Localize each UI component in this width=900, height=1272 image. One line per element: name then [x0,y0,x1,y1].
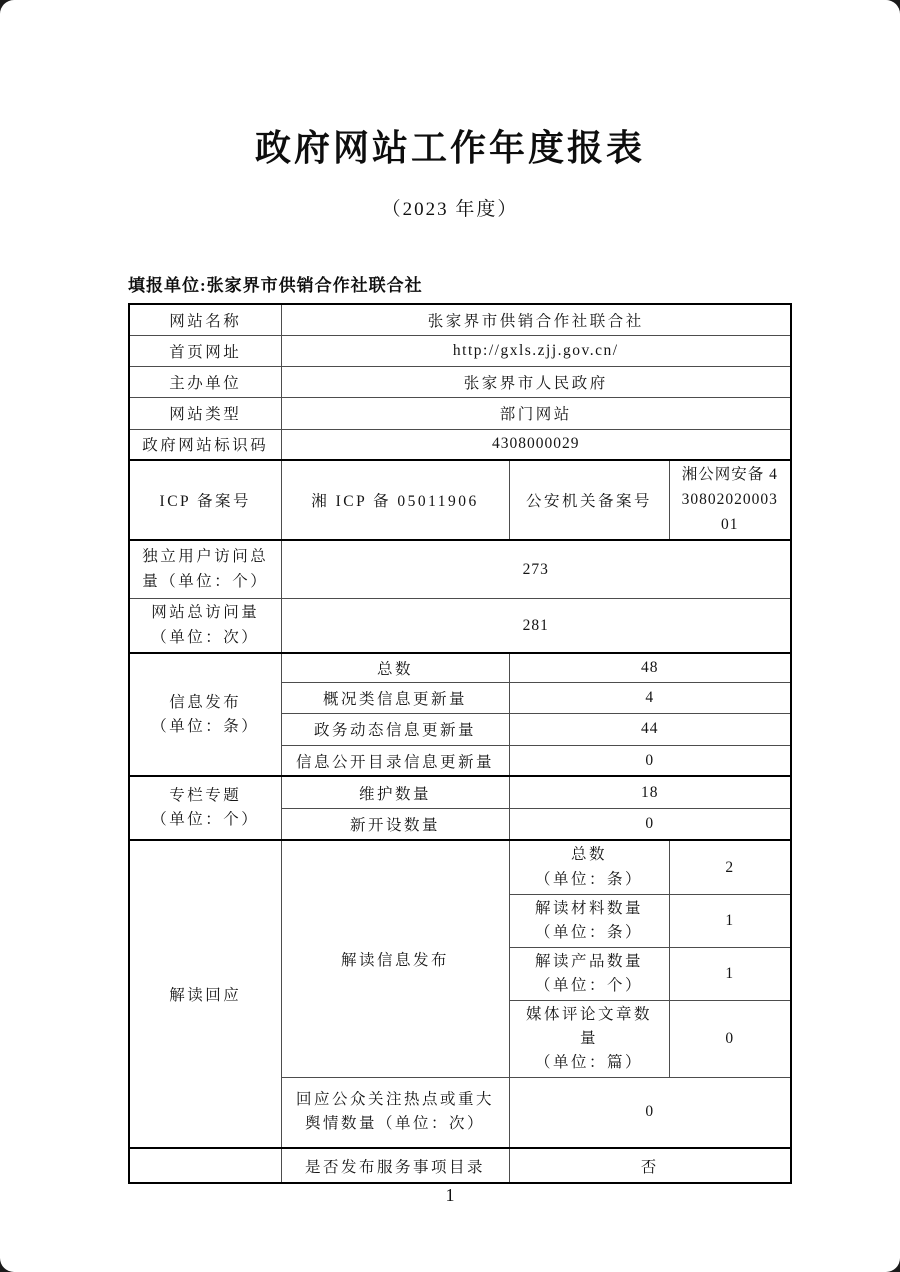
icp-value: 湘 ICP 备 05011906 [281,460,509,540]
row-value-site-id: 4308000029 [281,429,791,460]
row-label-site-name: 网站名称 [129,304,281,335]
row-label-sponsor: 主办单位 [129,366,281,397]
row-label-media-articles: 媒体评论文章数量 （单位：篇） [509,1000,669,1077]
row-value-site-name: 张家界市供销合作社联合社 [281,304,791,335]
row-value-gov-news-updates: 44 [509,713,791,745]
row-value-overview-updates: 4 [509,682,791,713]
row-value-hotspot-response: 0 [509,1077,791,1148]
table-row [129,366,791,397]
row-label-service-directory: 是否发布服务事项目录 [281,1148,509,1183]
row-label-site-type: 网站类型 [129,397,281,429]
group-label-special-columns [129,776,281,840]
group-label-info-publish [129,653,281,776]
row-label-interp-total: 总数 （单位：条） [509,840,669,894]
table-row [129,540,791,598]
table-row [129,429,791,460]
row-value-new-count: 0 [509,808,791,840]
row-value-maintained-count: 18 [509,776,791,808]
row-value-sponsor: 张家界市人民政府 [281,366,791,397]
group-label-interpretation: 解读回应 [129,840,281,1148]
table-row [129,598,791,653]
row-label-hotspot-response: 回应公众关注热点或重大舆情数量（单位：次） [281,1077,509,1148]
row-value-interp-products: 1 [669,947,791,1000]
group-label-info-publish-unit: （单位：条） [151,717,260,735]
table-row [129,397,791,429]
group-label-info-publish-name: 信息发布 [169,693,242,711]
row-value-unique-visitors: 273 [281,540,791,598]
table-row [129,653,791,682]
row-label-site-id: 政府网站标识码 [129,429,281,460]
row-value-info-total: 48 [509,653,791,682]
table-row [129,840,791,894]
table-row [129,1148,791,1183]
row-label-unique-visitors: 独立用户访问总量（单位：个） [129,540,281,598]
row-label-gov-news-updates: 政务动态信息更新量 [281,713,509,745]
row-value-homepage-url: http://gxls.zjj.gov.cn/ [281,335,791,366]
row-value-site-type: 部门网站 [281,397,791,429]
group-label-special-columns-name: 专栏专题 [169,787,242,805]
row-label-homepage-url: 首页网址 [129,335,281,366]
icp-label: ICP 备案号 [129,460,281,540]
row-label-total-visits: 网站总访问量（单位：次） [129,598,281,653]
row-label-interp-materials: 解读材料数量 （单位：条） [509,894,669,947]
row-value-interp-total: 2 [669,840,791,894]
row-value-media-articles: 0 [669,1000,791,1077]
table-row [129,335,791,366]
security-record-value: 湘公网安备 43080202000301 [669,460,791,540]
group-label-special-columns-unit: （单位：个） [151,811,260,829]
security-record-label: 公安机关备案号 [509,460,669,540]
page-number: 1 [445,1185,455,1205]
page-subtitle: （2023 年度） [381,199,519,220]
row-label-info-total: 总数 [281,653,509,682]
annual-report-table [128,303,792,1184]
row-label-disclosure-updates: 信息公开目录信息更新量 [281,745,509,776]
empty-cell [129,1148,281,1183]
table-row-icp [129,460,791,540]
row-label-interp-products: 解读产品数量 （单位：个） [509,947,669,1000]
row-label-maintained-count: 维护数量 [281,776,509,808]
row-label-overview-updates: 概况类信息更新量 [281,682,509,713]
row-value-service-directory: 否 [509,1148,791,1183]
row-value-total-visits: 281 [281,598,791,653]
page-title: 政府网站工作年度报表 [254,127,645,168]
table-row [129,776,791,808]
row-value-disclosure-updates: 0 [509,745,791,776]
row-label-new-count: 新开设数量 [281,808,509,840]
table-row [129,304,791,335]
subgroup-label-interpretation-publish: 解读信息发布 [281,840,509,1077]
reporting-unit-label: 填报单位:张家界市供销合作社联合社 [128,276,423,295]
row-value-interp-materials: 1 [669,894,791,947]
